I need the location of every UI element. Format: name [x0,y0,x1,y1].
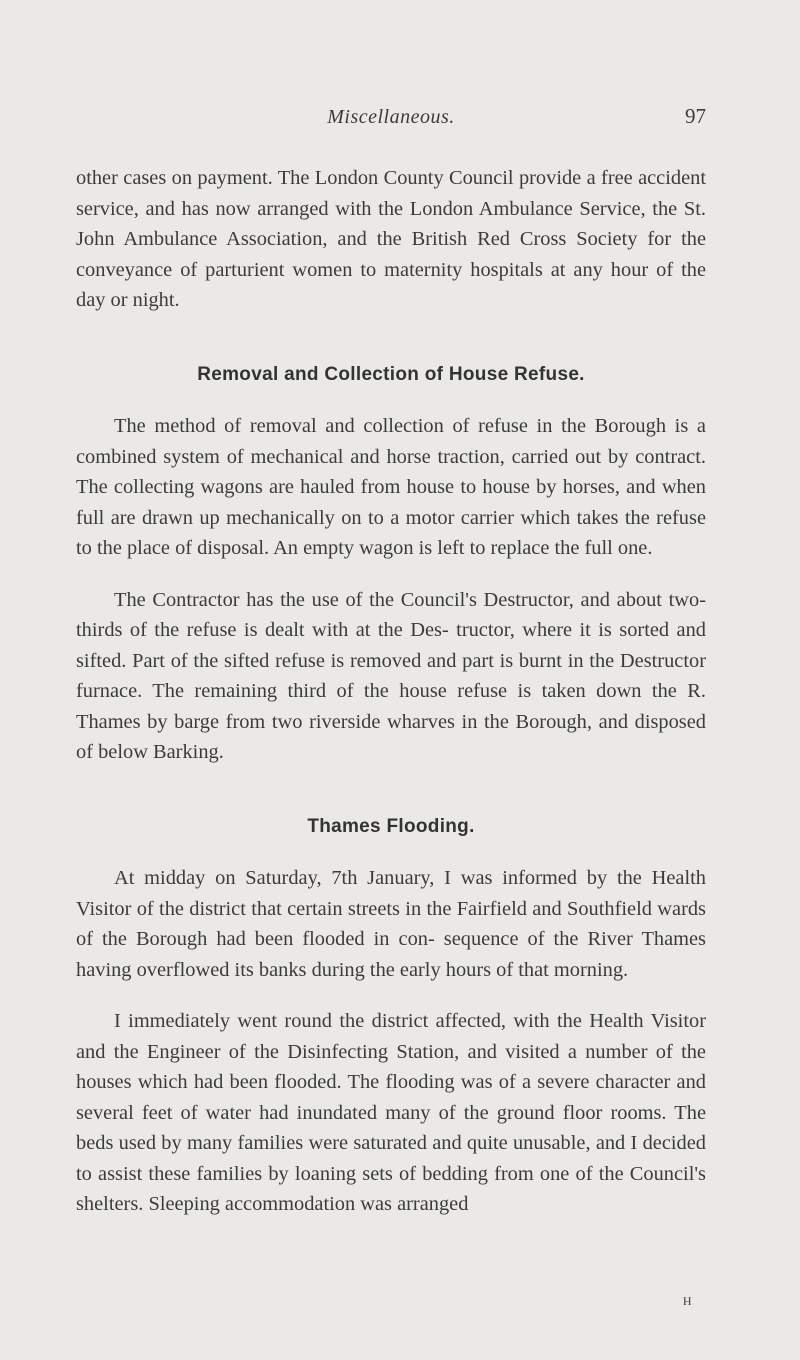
running-header [76,106,706,138]
section-heading-flooding: Thames Flooding. [307,815,475,837]
section-refuse [76,360,706,768]
flooding-paragraph-1: At midday on Saturday, 7th January, I was informed by the Health Visitor of the district that certain streets in the Fairfield and Southfield wards of the Borough had been flooded in con- sequence of the River Thames having overflowed its banks during the early hours of that morning. [76,867,706,981]
page-number: 97 [685,104,706,128]
running-title: Miscellaneous. [327,106,455,128]
flooding-paragraph-2: I immediately went round the district affected, with the Health Visitor and the Engineer of the Disinfecting Station, and visited a number of the houses which had been flooded. The flooding was of a severe character and several feet of water had inundated many of the ground floor rooms. The beds used by many families were saturated and quite unusable, and I decided to assist these families by loaning sets of bedding from one of the Council's shelters. Sleeping accommodation was arranged [76,1010,706,1215]
intro-paragraph: other cases on payment. The London County Council provide a free accident service, and has now arranged with the London Ambulance Service, the St. John Ambulance Association, and the British Red Cross Society for the conveyance of parturient women to maternity hospitals at any hour of the day or night. [76,167,706,311]
refuse-paragraph-2: The Contractor has the use of the Council's Destructor, and about two-thirds of the refuse is dealt with at the Des- tructor, where it is sorted and sifted. Part of the sifted refuse is removed and part is burnt in the Destructor furnace. The remaining third of the house refuse is taken down the R. Thames by barge from two riverside wharves in the Borough, and disposed of below Barking. [76,588,706,763]
body-text [76,163,706,1220]
section-heading-refuse: Removal and Collection of House Refuse. [197,363,585,385]
refuse-paragraph-1: The method of removal and collection of refuse in the Borough is a combined system of mechanical and horse traction, carried out by contract. The collecting wagons are hauled from house to house by horses, and when full are drawn up mechanically on to a motor carrier which takes the refuse to the place of disposal. An empty wagon is left to replace the full one. [76,415,706,559]
section-flooding [76,812,706,1220]
signature-mark: H [682,1294,692,1308]
